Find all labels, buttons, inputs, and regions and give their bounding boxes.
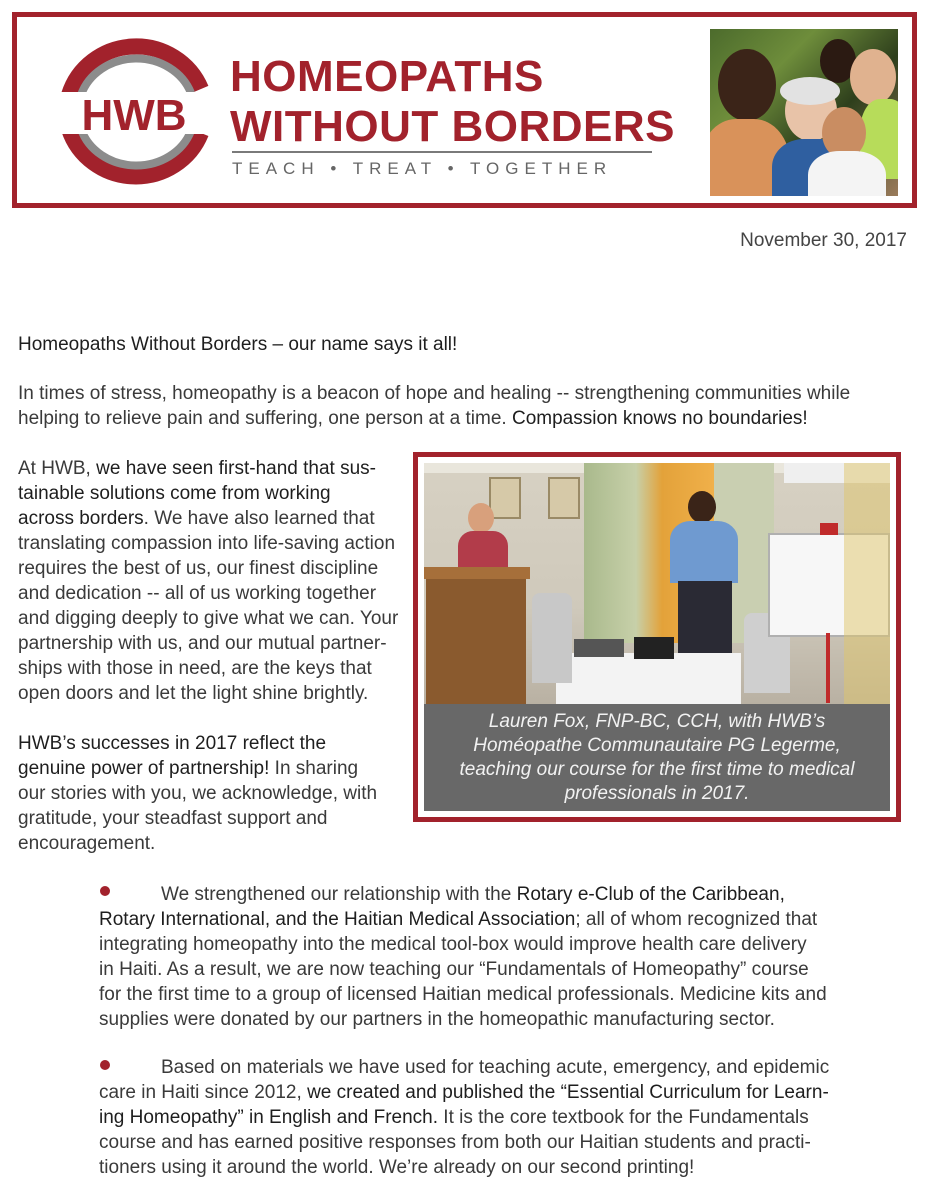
bullet-line: care in Haiti since 2012, we created and published the “Essential Curriculum for Learn- [99, 1082, 829, 1103]
column-line: across borders. We have also learned that [18, 508, 375, 529]
bullet-line: supplies were donated by our partners in the homeopathic manufacturing sector. [99, 1009, 775, 1030]
column-line: requires the best of us, our finest discipline [18, 558, 379, 579]
bullet-item [99, 882, 839, 1032]
brand-divider [232, 151, 652, 153]
bullet-line: integrating homeopathy into the medical tool-box would improve health care delivery [99, 934, 807, 955]
photo-figure [413, 452, 901, 822]
column-line: and digging deeply to give what we can. Your [18, 608, 399, 629]
successes-paragraph [18, 731, 403, 856]
bullet-line: Rotary International, and the Haitian Medical Association; all of whom recognized that [99, 909, 818, 930]
column-line: encouragement. [18, 833, 156, 854]
column-line: HWB’s successes in 2017 reflect the [18, 733, 327, 754]
column-paragraph [18, 456, 403, 706]
column-line: open doors and let the light shine brightly. [18, 683, 369, 704]
intro-paragraph-line2 [18, 406, 808, 431]
bullet-line: for the first time to a group of licensed Haitian medical professionals. Medicine kits and [99, 984, 827, 1005]
logo-text: HWB [81, 91, 187, 140]
brand-title-line2: WITHOUT BORDERS [230, 102, 676, 151]
intro-heading: Homeopaths Without Borders – our name says it all! [18, 334, 458, 355]
tagline: TEACH • TREAT • TOGETHER [232, 159, 613, 178]
bullet-line: tioners using it around the world. We’re already on our second printing! [99, 1157, 695, 1178]
column-line: gratitude, your steadfast support and [18, 808, 328, 829]
column-line: genuine power of partnership! In sharing [18, 758, 359, 779]
column-line: our stories with you, we acknowledge, with [18, 783, 378, 804]
column-line: At HWB, we have seen first-hand that sus- [18, 458, 376, 479]
brand-title-line1: HOMEOPATHS [230, 52, 544, 101]
bullet-line: in Haiti. As a result, we are now teaching our “Fundamentals of Homeopathy” course [99, 959, 809, 980]
column-line: partnership with us, and our mutual partner- [18, 633, 387, 654]
classroom-photo [424, 463, 890, 704]
column-line: and dedication -- all of us working together [18, 583, 377, 604]
bullet-line: course and has earned positive responses from both our Haitian students and practi- [99, 1132, 811, 1153]
intro-paragraph-line1: In times of stress, homeopathy is a beacon of hope and healing -- strengthening communities while [18, 383, 851, 404]
column-line: ships with those in need, are the keys that [18, 658, 372, 679]
bullet-line: Based on materials we have used for teaching acute, emergency, and epidemic [161, 1057, 830, 1078]
column-line: translating compassion into life-saving action [18, 533, 396, 554]
letter-date: November 30, 2017 [740, 230, 907, 251]
bullet-line: ing Homeopathy” in English and French. It is the core textbook for the Fundamentals [99, 1107, 809, 1128]
intro-emphasis: Compassion knows no boundaries! [511, 408, 808, 429]
bullet-line: We strengthened our relationship with the Rotary e-Club of the Caribbean, [161, 884, 785, 905]
column-line: tainable solutions come from working [18, 483, 331, 504]
hwb-logo [51, 37, 217, 187]
bullet-item [99, 1055, 839, 1180]
header-banner [12, 12, 917, 208]
intro-text: helping to relieve pain and suffering, one person at a time. [18, 408, 507, 429]
photo-caption: Lauren Fox, FNP-BC, CCH, with HWB’s Homéopathe Communautaire PG Legerme, teaching our course for the first time to medical professionals in 2017. [424, 704, 890, 811]
group-photo [710, 29, 898, 196]
